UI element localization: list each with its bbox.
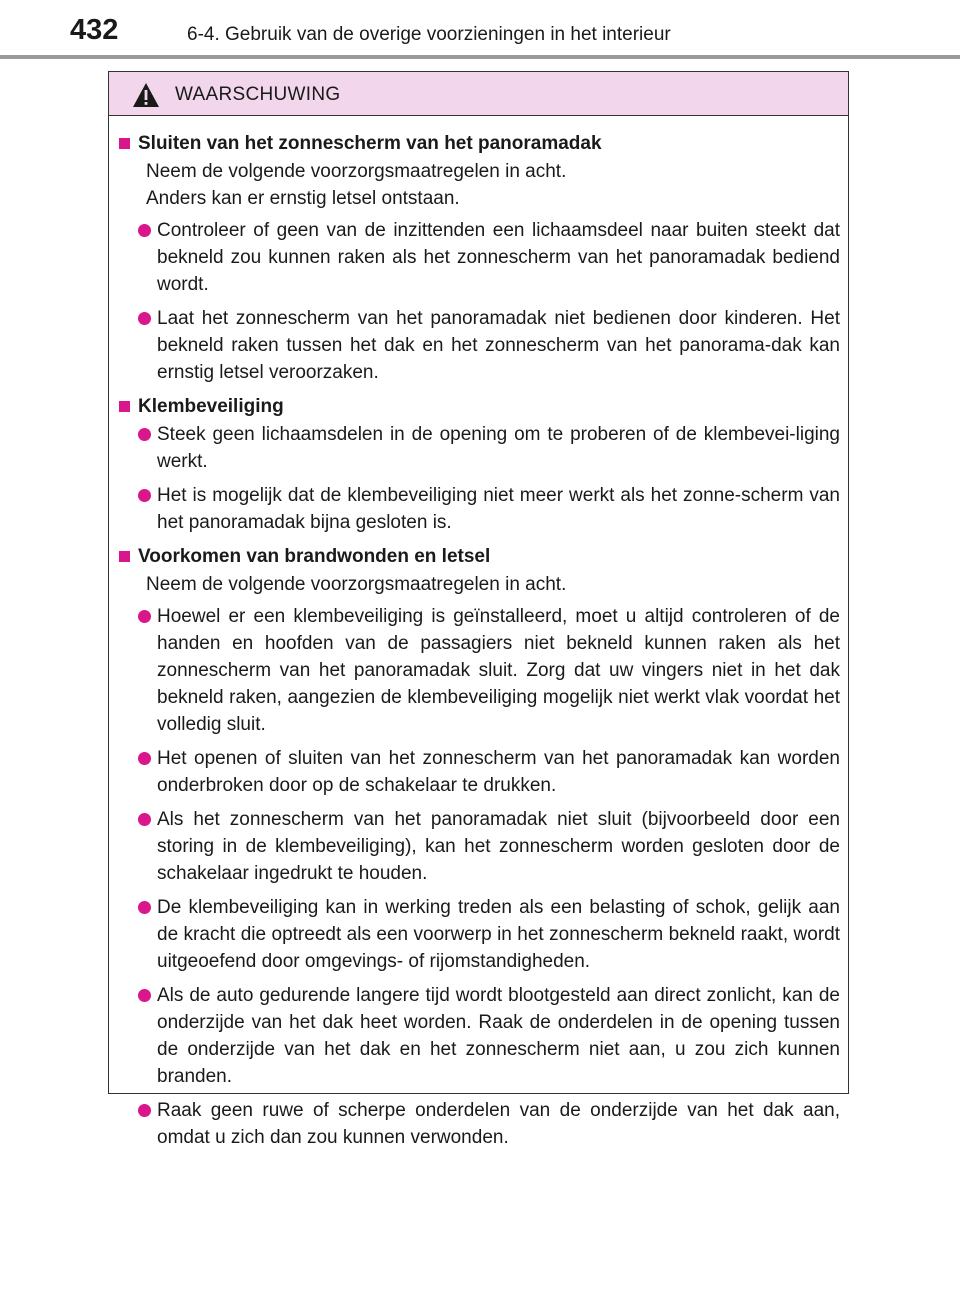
- bullet-text: De klembeveiliging kan in werking treden als een belasting of schok, gelijk aan de kracht die optreedt als een voorwerp in het zonnescherm bekneld raakt, wordt uitgeoefend door omgevings- of rijomstandigheden.: [157, 897, 840, 972]
- warning-box: [108, 71, 849, 1148]
- section-intro-text: Neem de volgende voorzorgsmaatregelen in acht. Anders kan er ernstig letsel ontstaan.: [146, 161, 567, 209]
- square-bullet-icon: [119, 401, 130, 412]
- bullet-item: [138, 745, 840, 799]
- round-bullet-icon: [138, 1104, 151, 1117]
- bullet-text: Raak geen ruwe of scherpe onderdelen van de onderzijde van het dak aan, omdat u zich dan zou kunnen verwonden.: [157, 1100, 840, 1148]
- round-bullet-icon: [138, 224, 151, 237]
- bullet-text: Steek geen lichaamsdelen in de opening om te proberen of de klembevei-liging werkt.: [157, 424, 840, 472]
- bullet-item: [138, 894, 840, 975]
- header-divider: [0, 55, 960, 59]
- round-bullet-icon: [138, 489, 151, 502]
- warning-body: [109, 116, 848, 1151]
- section-heading: [117, 393, 840, 420]
- bullet-text: Controleer of geen van de inzittenden een lichaamsdeel naar buiten steekt dat bekneld zou kunnen raken als het zonnescherm van het panoramadak bediend wordt.: [157, 220, 840, 295]
- section-heading: [117, 130, 840, 157]
- square-bullet-icon: [119, 551, 130, 562]
- bullet-item: [138, 482, 840, 536]
- page-header: [0, 0, 960, 60]
- bullet-item: [138, 603, 840, 738]
- section-closing-sunshade: [117, 130, 840, 386]
- section-heading-text: Voorkomen van brandwonden en letsel: [138, 546, 491, 567]
- bullet-item: [138, 421, 840, 475]
- bullet-text: Het openen of sluiten van het zonnescherm van het panoramadak kan worden onderbroken door op de schakelaar te drukken.: [157, 748, 840, 796]
- section-heading-text: Klembeveiliging: [138, 396, 284, 417]
- warning-title: WAARSCHUWING: [175, 84, 341, 105]
- bullet-text: Het is mogelijk dat de klembeveiliging niet meer werkt als het zonne-scherm van het panoramadak bijna gesloten is.: [157, 485, 840, 533]
- round-bullet-icon: [138, 428, 151, 441]
- bullet-text: Hoewel er een klembeveiliging is geïnstalleerd, moet u altijd controleren of de handen en hoofden van de passagiers niet bekneld kunnen raken als het zonnescherm van het panoramadak sluit. Zorg dat uw vingers niet in het dak bekneld raken, aangezien de klembeveiliging mogelijk niet werkt vlak voordat het volledig sluit.: [157, 606, 840, 735]
- section-heading-text: Sluiten van het zonnescherm van het panoramadak: [138, 133, 602, 154]
- bullet-item: [138, 1097, 840, 1151]
- bullet-item: [138, 305, 840, 386]
- warning-header: [109, 72, 848, 116]
- warning-triangle-icon: [132, 82, 160, 108]
- round-bullet-icon: [138, 752, 151, 765]
- section-burn-prevention: [117, 543, 840, 1151]
- round-bullet-icon: [138, 312, 151, 325]
- bullet-item: [138, 217, 840, 298]
- bullet-text: Als de auto gedurende langere tijd wordt blootgesteld aan direct zonlicht, kan de onderzijde van het dak heet worden. Raak de onderdelen in de opening tussen de onderzijde van het dak en het zonnescherm niet aan, u zou zich kunnen branden.: [157, 985, 840, 1087]
- round-bullet-icon: [138, 813, 151, 826]
- bullet-text: Als het zonnescherm van het panoramadak niet sluit (bijvoorbeeld door een storing in de klembeveiliging), kan het zonnescherm worden gesloten door de schakelaar ingedrukt te houden.: [157, 809, 840, 884]
- page-number: 432: [70, 14, 119, 46]
- round-bullet-icon: [138, 901, 151, 914]
- section-intro-text: Neem de volgende voorzorgsmaatregelen in acht.: [146, 574, 567, 595]
- bullet-text: Laat het zonnescherm van het panoramadak niet bedienen door kinderen. Het bekneld raken tussen het dak en het zonnescherm van het panorama-dak kan ernstig letsel veroorzaken.: [157, 308, 840, 383]
- round-bullet-icon: [138, 610, 151, 623]
- section-anti-pinch: [117, 393, 840, 536]
- bullet-item: [138, 982, 840, 1090]
- round-bullet-icon: [138, 989, 151, 1002]
- section-heading: [117, 543, 840, 570]
- bullet-item: [138, 806, 840, 887]
- chapter-title: 6-4. Gebruik van de overige voorzieningen in het interieur: [187, 24, 671, 45]
- square-bullet-icon: [119, 138, 130, 149]
